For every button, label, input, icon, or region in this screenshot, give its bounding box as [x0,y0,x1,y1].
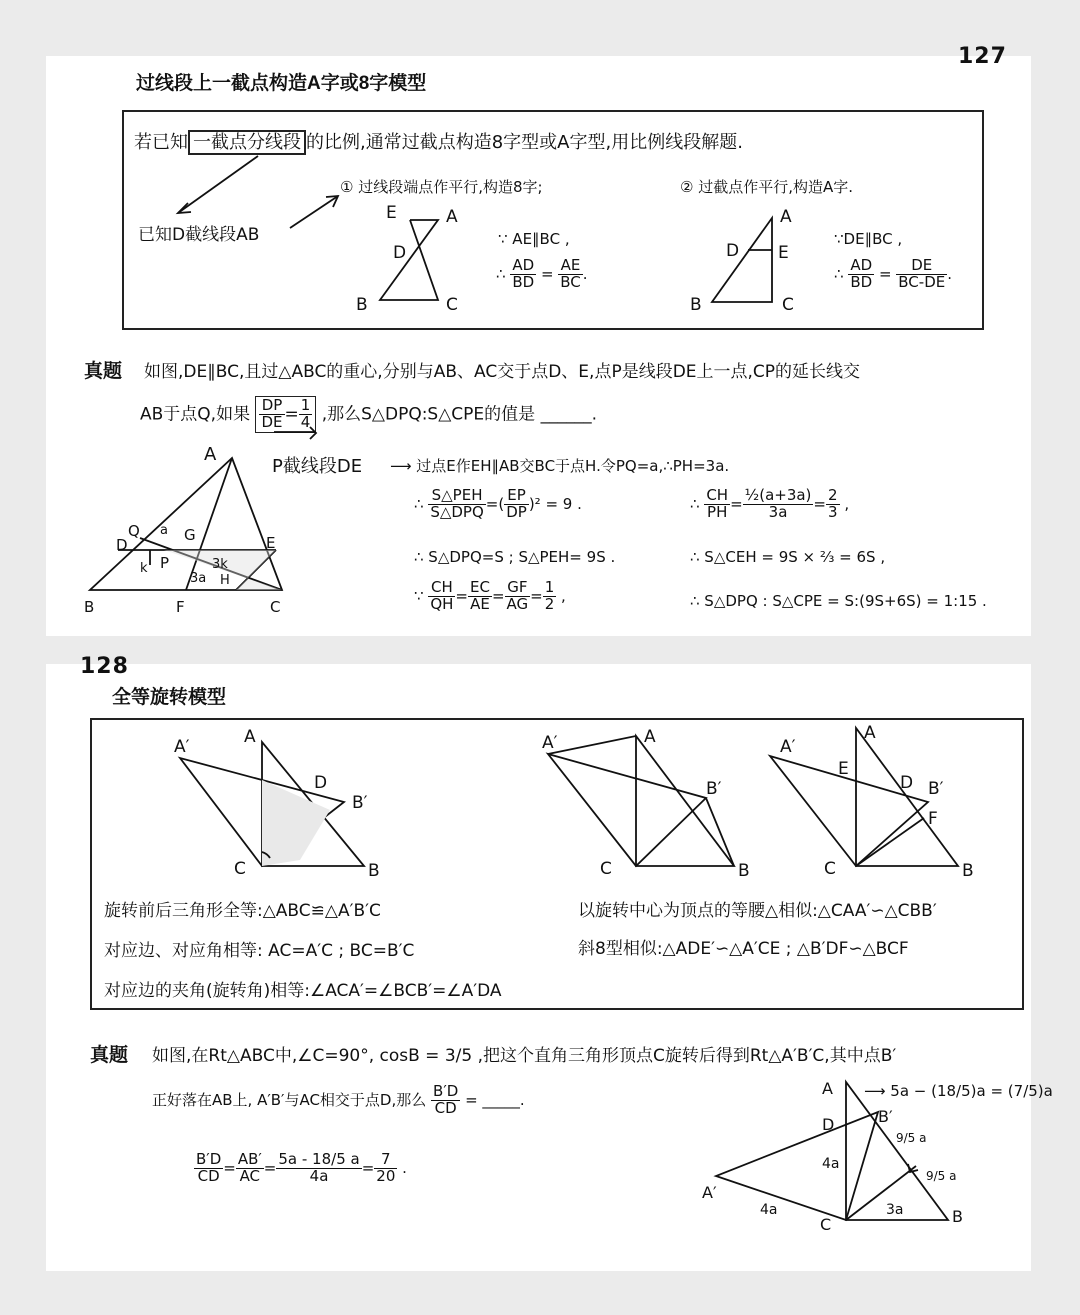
box1-known: 已知D截线段AB [138,225,260,245]
box1-line1-pre: 若已知 [134,132,188,153]
p1-line2-post: ,那么S△DPQ:S△CPE的值是 [321,404,536,425]
r1-f3-den: 3 [828,502,838,521]
section1-title: 过线段上一截点构造A字或8字模型 [136,73,427,94]
p1f-F: F [176,598,185,616]
p1f-Q: Q [128,522,140,540]
box1-line1-post: 的比例,通常过截点构造8字型或A字型,用比例线段解题. [306,132,743,153]
r1-f2-num: ½(a+3a) [744,486,812,504]
f1-A: A [446,207,458,227]
p1f-B: B [84,598,95,616]
s2-p1: 旋转前后三角形全等:△ABC≌△A′B′C [104,901,381,921]
box1-method1: ① 过线段端点作平行,构造8字; [340,178,543,196]
p2-s4-den: 20 [376,1166,396,1185]
s3-f2-num: EC [470,578,490,596]
p2f-4a-left: 4a [760,1202,778,1218]
p1f-P: P [160,554,170,572]
fc-B1: B′ [928,779,944,799]
m1-condition: ∵ AE∥BC , [498,230,570,248]
fa-A: A [244,727,256,747]
s1-post: )² = 9 . [528,494,582,513]
fc-D: D [900,773,914,793]
p2-q-num: B′D [433,1082,459,1100]
p2f-D: D [822,1115,835,1134]
m1-f2-den: BC [560,272,581,291]
r1-pre: ∴ [690,494,700,513]
fb-B: B [738,861,750,881]
m1-therefore: ∴ [496,264,506,283]
fa-B1: B′ [352,793,368,813]
s3-f1-num: CH [428,580,455,597]
p2-blank: _____. [482,1090,525,1109]
p1-arrow-note: P截线段DE [272,456,363,477]
fa-D: D [314,773,328,793]
s1-mid: =( [485,494,505,513]
p1f-3a: 3a [190,571,207,586]
s3-f3-num: GF [505,580,531,597]
problem1-label: 真题 [84,360,123,382]
s1-pre: ∴ [414,494,424,513]
p2-altitude [846,1166,916,1220]
p1f-G: G [184,526,196,544]
s2-p3: 对应边的夹角(旋转角)相等:∠ACA′=∠BCB′=∠A′DA [104,981,502,1001]
s3-pre: ∵ [414,586,424,605]
p2-s2-num: AB′ [237,1150,262,1168]
fa-B: B [368,861,380,881]
p2-s4-num: 7 [374,1152,397,1169]
p1-given-rnum: 1 [300,396,311,414]
p2f-B1: B′ [878,1107,893,1126]
p1-line2-pre: AB于点Q,如果 [140,404,251,425]
s2-p4: 以旋转中心为顶点的等腰△相似:△CAA′∽△CBB′ [578,901,937,921]
p2-s3-den: 4a [309,1166,329,1185]
f2-B: B [690,295,702,315]
f1-C: C [446,295,458,315]
fc-A1: A′ [780,737,796,757]
p1-rstep3: ∴ S△DPQ : S△CPE = S:(9S+6S) = 1:15 . [690,592,987,610]
m2-f2-num: DE [896,258,947,275]
p1-given-rden: 4 [300,412,311,431]
p1-given-den: DE [261,412,283,431]
p2-q-den: CD [434,1098,457,1117]
s1-f-den: S△DPQ [430,502,484,521]
p1f-H: H [220,573,230,588]
p1f-E: E [266,534,276,552]
problem2-line1: 如图,在Rt△ABC中,∠C=90°, cosB = 3/5 ,把这个直角三角形顶点C旋转后得到Rt△A′B′C,其中点B′ [152,1046,897,1066]
p2f-B: B [952,1207,963,1226]
f1-B: B [356,295,368,315]
fb-B1: B′ [706,779,722,799]
p2-s1-den: CD [197,1166,220,1185]
s3-f3-den: AG [506,594,529,613]
p2f-3a: 3a [886,1202,904,1218]
problem1-line1: 如图,DE∥BC,且过△ABC的重心,分别与AB、AC交于点D、E,点P是线段DE上一点,CP的延长线交 [144,362,861,382]
m2-ratio: ∴ $\frac{AD}{BD}$ = $\frac{DE}{BC-DE}$ . [834,256,953,291]
s3-f2-den: AE [470,594,490,613]
r1-f3-num: 2 [828,486,838,504]
f1-D: D [393,243,407,263]
p2f-A1: A′ [702,1183,717,1202]
m1-f1-den: BD [512,272,535,291]
m2-f1-den: BD [850,272,873,291]
fc-B: B [962,861,974,881]
p1-given-num: DP [259,398,284,415]
p1-given: $\frac{DP}{DE}$ = $\frac{1}{4}$ [255,396,316,433]
fc-A: A [864,723,876,743]
s3-f4-num: 1 [544,578,555,596]
box1-method2: ② 过截点作平行,构造A字. [680,178,854,196]
p2f-C: C [820,1215,832,1234]
p1-arrow-text: ⟶ 过点E作EH∥AB交BC于点H.令PQ=a,∴PH=3a. [390,457,730,475]
m1-f1-num: AD [510,258,536,275]
fb-A1: A′ [542,733,558,753]
p2f-95a-1: 9/5 a [896,1131,927,1145]
m2-f2-den: BC-DE [898,272,946,291]
r1-f1-den: PH [707,502,728,521]
fa-A1: A′ [174,737,190,757]
m1-ratio: ∴ $\frac{AD}{BD}$ = $\frac{AE}{BC}$ . [496,256,588,291]
p2-line2-post: = [465,1090,478,1109]
f2-E: E [778,243,789,263]
p2f-95a-2: 9/5 a [926,1169,957,1183]
fb-A: A [644,727,656,747]
m2-therefore: ∴ [834,264,844,283]
p2-s2-den: AC [239,1166,261,1185]
s3-f4-den: 2 [544,594,555,613]
f2-A: A [780,207,792,227]
p2f-4a-vert: 4a [822,1156,840,1172]
p2-annot: ⟶ 5a − (18/5)a = (7/5)a [864,1082,1053,1100]
p2-s1-num: B′D [196,1150,222,1168]
m1-f2-num: AE [558,258,583,275]
p1-rstep2: ∴ S△CEH = 9S × ⅔ = 6S , [690,548,886,566]
p2-s3-num: 5a - 18/5 a [278,1150,360,1168]
p1f-3k: 3k [212,557,228,572]
f2-C: C [782,295,794,315]
fb-C: C [600,859,612,879]
r1-f1-num: CH [706,486,729,504]
fc-C: C [824,859,836,879]
p1f-a: a [160,523,168,538]
p2f-A: A [822,1079,833,1098]
f1-E: E [386,203,397,223]
fa-C: C [234,859,246,879]
p1f-C: C [270,598,281,616]
p1-rstep1: ∴ $\frac{CH}{PH}$ = $\frac{\text{½(a+3a)}}{3a}$ = $\frac{2}{3}$ , [690,486,850,521]
p1f-k: k [140,561,148,576]
s3-f1-den: QH [430,594,454,613]
r1-f2-den: 3a [768,502,788,521]
box1-line1-boxed: 一截点分线段 [188,130,306,155]
s2-p2: 对应边、对应角相等: AC=A′C ; BC=B′C [104,941,415,961]
s1-f2-num: EP [504,488,529,505]
p2-solution: $\frac{B'D}{CD}$ = $\frac{AB'}{AC}$ = $\frac{5a - 18/5 a}{4a}$ = $\frac{7}{20}$ . [196,1150,407,1185]
problem2-label: 真题 [90,1044,129,1066]
p2-triangle-a1b1c [716,1112,878,1220]
f2-D: D [726,241,740,261]
section2-title: 全等旋转模型 [112,687,227,708]
s1-f-num: S△PEH [428,488,485,505]
s2-p5: 斜8型相似:△ADE′∽△A′CE ; △B′DF∽△BCF [578,939,909,959]
fc-E: E [838,759,849,779]
p1f-D: D [116,536,128,554]
p1f-A: A [204,444,217,465]
m2-condition: ∵DE∥BC , [834,230,903,248]
p1-step2: ∴ S△DPQ=S ; S△PEH= 9S . [414,548,616,566]
p1-blank: ______. [540,404,597,425]
s1-f2-den: DP [506,502,527,521]
p2-triangle-abc [846,1082,948,1220]
p1-step3: ∵ $\frac{CH}{QH}$ = $\frac{EC}{AE}$ = $\frac{GF}{AG}$ = $\frac{1}{2}$ , [414,578,566,613]
fc-F: F [928,809,938,829]
p2-line2-pre: 正好落在AB上, A′B′与AC相交于点D,那么 [152,1090,427,1109]
m2-f1-num: AD [848,258,874,275]
